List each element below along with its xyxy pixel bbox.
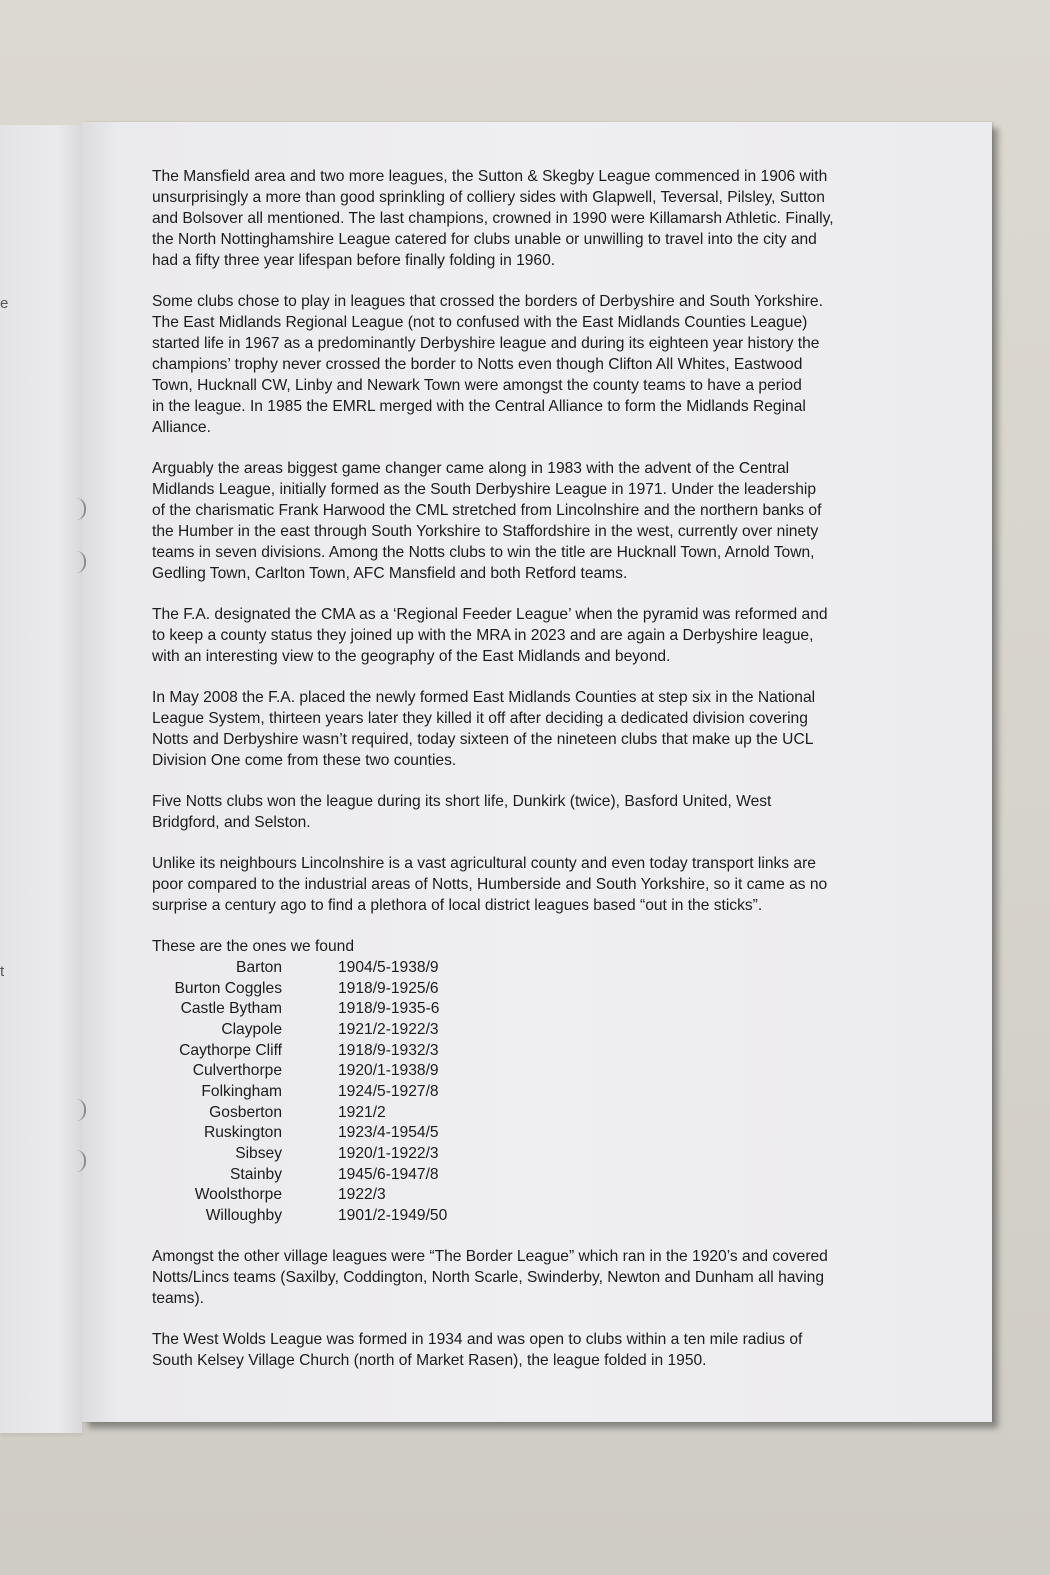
league-list — [152, 957, 922, 1226]
document-page — [82, 122, 992, 1422]
paragraph-east-midlands-counties: In May 2008 the F.A. placed the newly formed East Midlands Counties at step six in the National League System, thirteen years later they killed it off after deciding a dedicated division covering Notts and Derbyshire wasn’t required, today sixteen of the nineteen clubs that make up the UCL Division One come from these two counties. — [152, 689, 816, 769]
league-name: Burton Coggles — [174, 979, 282, 997]
league-row — [152, 1185, 922, 1206]
league-name: Gosberton — [209, 1103, 282, 1121]
league-years: 1918/9-1932/3 — [338, 1041, 439, 1059]
league-name: Woolsthorpe — [194, 1186, 282, 1204]
league-name: Ruskington — [203, 1124, 282, 1142]
paragraph-mansfield-leagues: The Mansfield area and two more leagues, the Sutton & Skegby League commenced in 1906 with unsurprisingly a more than good sprinkling of colliery sides with Glapwell, Teversal, Pilsley, Sutton and Bolsover all mentioned. The last champions, crowned in 1990 were Killamarsh Athletic. Finally, the North Nottinghamshire League catered for clubs unable or unwilling to travel into the city and had a fifty three year lifespan before finally folding in 1960. — [152, 168, 834, 269]
league-years: 1920/1-1922/3 — [338, 1145, 439, 1163]
league-years: 1921/2-1922/3 — [338, 1020, 439, 1038]
league-name: Willoughby — [205, 1207, 282, 1225]
league-name: Caythorpe Cliff — [179, 1041, 282, 1059]
league-row — [152, 1019, 922, 1040]
league-years: 1922/3 — [338, 1186, 386, 1204]
league-years: 1904/5-1938/9 — [338, 958, 439, 976]
league-name: Castle Bytham — [180, 1000, 282, 1018]
league-row — [152, 1143, 922, 1164]
league-name: Culverthorpe — [192, 1062, 282, 1080]
league-row — [152, 1040, 922, 1061]
league-years: 1945/6-1947/8 — [338, 1165, 439, 1183]
paragraph-central-midlands: Arguably the areas biggest game changer came along in 1983 with the advent of the Central Midlands League, initially formed as the South Derbyshire League in 1971. Under the leadership of the charismatic Frank Harwood the CML stretched from Lincolnshire and the northern banks of the Humber in the east through South Yorkshire to Staffordshire in the west, currently over ninety teams in seven divisions. Among the Notts clubs to win the title are Hucknall Town, Arnold Town, Gedling Town, Carlton Town, AFC Mansfield and both Retford teams. — [152, 460, 822, 582]
league-years: 1920/1-1938/9 — [338, 1062, 439, 1080]
league-row — [152, 1123, 922, 1144]
league-row — [152, 1060, 922, 1081]
league-row — [152, 957, 922, 978]
page-content — [152, 166, 922, 1391]
league-years: 1918/9-1925/6 — [338, 979, 439, 997]
league-name: Folkingham — [201, 1082, 282, 1100]
left-page-text-fragment: t — [0, 963, 5, 980]
league-years: 1901/2-1949/50 — [338, 1207, 448, 1225]
league-row — [152, 978, 922, 999]
league-list-intro: These are the ones we found — [152, 938, 354, 955]
league-years: 1923/4-1954/5 — [338, 1124, 439, 1142]
paragraph-regional-feeder: The F.A. designated the CMA as a ‘Regional Feeder League’ when the pyramid was reformed and to keep a county status they joined up with the MRA in 2023 and are again a Derbyshire league, with an interesting view to the geography of the East Midlands and beyond. — [152, 606, 828, 665]
paragraph-west-wolds: The West Wolds League was formed in 1934 and was open to clubs within a ten mile radius of South Kelsey Village Church (north of Market Rasen), the league folded in 1950. — [152, 1330, 803, 1369]
paragraph-border-league: Amongst the other village leagues were “The Border League” which ran in the 1920’s and covered Notts/Lincs teams (Saxilby, Coddington, North Scarle, Swinderby, Newton and Dunham all having teams). — [152, 1247, 828, 1307]
league-years: 1924/5-1927/8 — [338, 1082, 439, 1100]
league-row — [152, 1205, 922, 1226]
left-page-text-fragment: e — [0, 295, 9, 312]
league-name: Sibsey — [235, 1145, 282, 1163]
league-years: 1918/9-1935-6 — [338, 1000, 440, 1018]
paragraph-notts-winners: Five Notts clubs won the league during its short life, Dunkirk (twice), Basford United, West Bridgford, and Selston. — [152, 793, 772, 831]
league-row — [152, 1081, 922, 1102]
league-row — [152, 998, 922, 1019]
league-name: Claypole — [221, 1020, 282, 1038]
league-years: 1921/2 — [338, 1103, 386, 1121]
league-name: Stainby — [229, 1165, 282, 1183]
previous-page — [0, 125, 82, 1433]
paragraph-east-midlands-regional: Some clubs chose to play in leagues that crossed the borders of Derbyshire and South Yorkshire. The East Midlands Regional League (not to confused with the East Midlands Counties League) started life in 1967 as a predominantly Derbyshire league and during its eighteen year history the champions’ trophy never crossed the border to Notts even though Clifton All Whites, Eastwood Town, Hucknall CW, Linby and Newark Town were amongst the county teams to have a period in the league. In 1985 the EMRL merged with the Central Alliance to form the Midlands Reginal Alliance. — [152, 293, 823, 436]
league-row — [152, 1102, 922, 1123]
league-name: Barton — [236, 958, 282, 976]
paragraph-lincolnshire: Unlike its neighbours Lincolnshire is a vast agricultural county and even today transport links are poor compared to the industrial areas of Notts, Humberside and South Yorkshire, so it came as no surprise a century ago to find a plethora of local district leagues based “out in the sticks”. — [152, 855, 828, 914]
league-row — [152, 1164, 922, 1185]
